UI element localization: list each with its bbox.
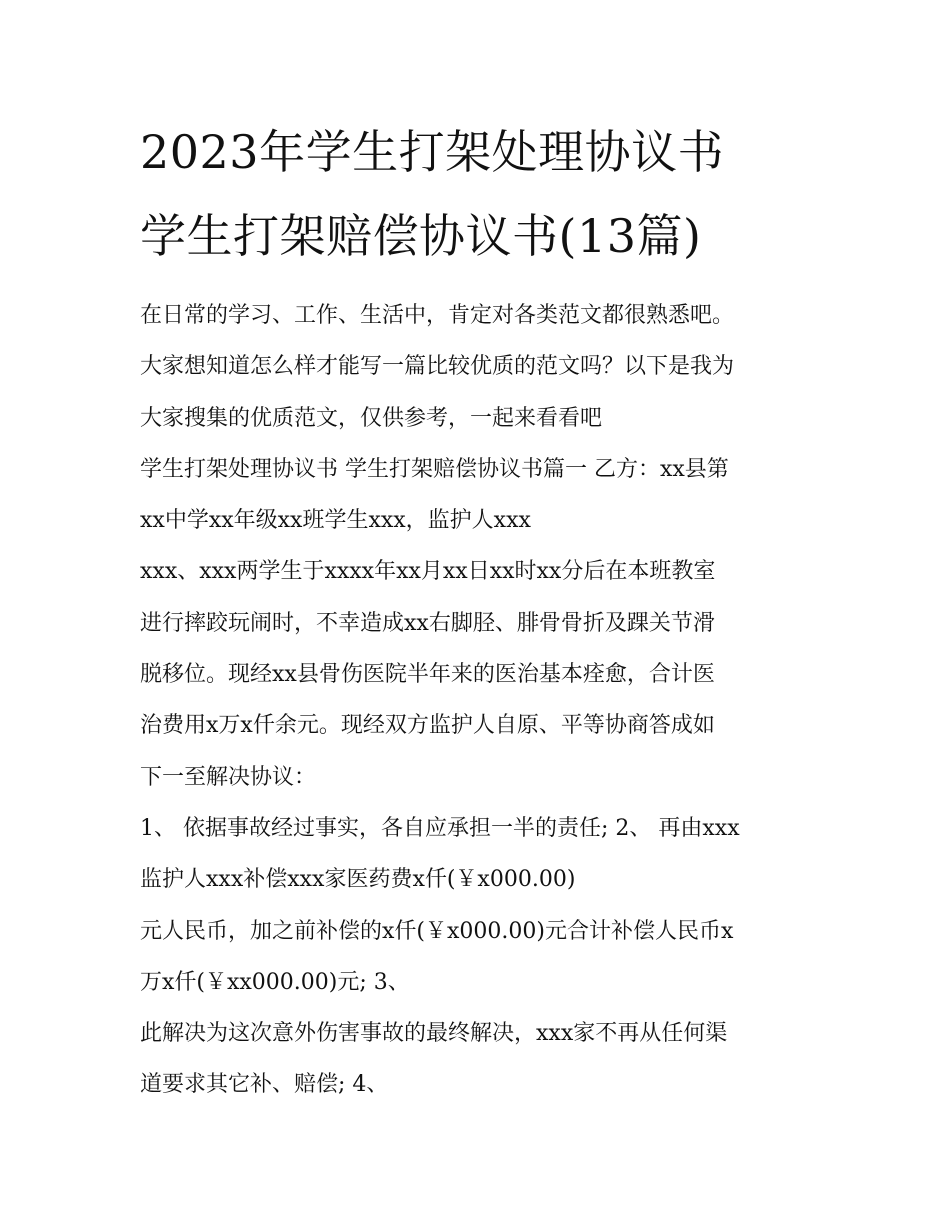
body-line: 此解决为这次意外伤害事故的最终解决，xxx家不再从任何渠	[140, 1021, 728, 1047]
document-title-line-1: 2023年学生打架处理协议书	[140, 125, 725, 179]
body-line: 大家想知道怎么样才能写一篇比较优质的范文吗？以下是我为	[140, 354, 735, 380]
body-line: 进行摔跤玩闹时，不幸造成xx右脚胫、腓骨骨折及踝关节滑	[140, 610, 715, 636]
body-line: xx中学xx年级xx班学生xxx，监护人xxx	[140, 508, 531, 534]
body-line: 学生打架处理协议书 学生打架赔偿协议书篇一 乙方：xx县第	[140, 456, 729, 482]
body-line: xxx、xxx两学生于xxxx年xx月xx日xx时xx分后在本班教室	[140, 559, 716, 585]
body-line: 治费用x万x仟余元。现经双方监护人自原、平等协商答成如	[140, 713, 715, 739]
body-line: 下一至解决协议：	[140, 764, 317, 790]
document-page	[140, 110, 820, 1111]
body-line: 道要求其它补、赔偿; 4、	[140, 1072, 389, 1098]
body-line: 大家搜集的优质范文，仅供参考，一起来看看吧	[140, 405, 603, 431]
body-line: 元人民币，加之前补偿的x仟(￥x000.00)元合计补偿人民币x	[140, 918, 734, 944]
document-title-line-2: 学生打架赔偿协议书(13篇)	[140, 209, 702, 263]
body-line: 脱移位。现经xx县骨伤医院半年来的医治基本痊愈，合计医	[140, 662, 715, 688]
body-line: 监护人xxx补偿xxx家医药费x仟(￥x000.00)	[140, 867, 576, 893]
body-line: 在日常的学习、工作、生活中，肯定对各类范文都很熟悉吧。	[140, 303, 735, 328]
document-body	[140, 290, 820, 1111]
body-line: 1、 依据事故经过事实，各自应承担一半的责任; 2、 再由xxx	[140, 815, 740, 841]
body-line: 万x仟(￥xx000.00)元; 3、	[140, 969, 410, 995]
